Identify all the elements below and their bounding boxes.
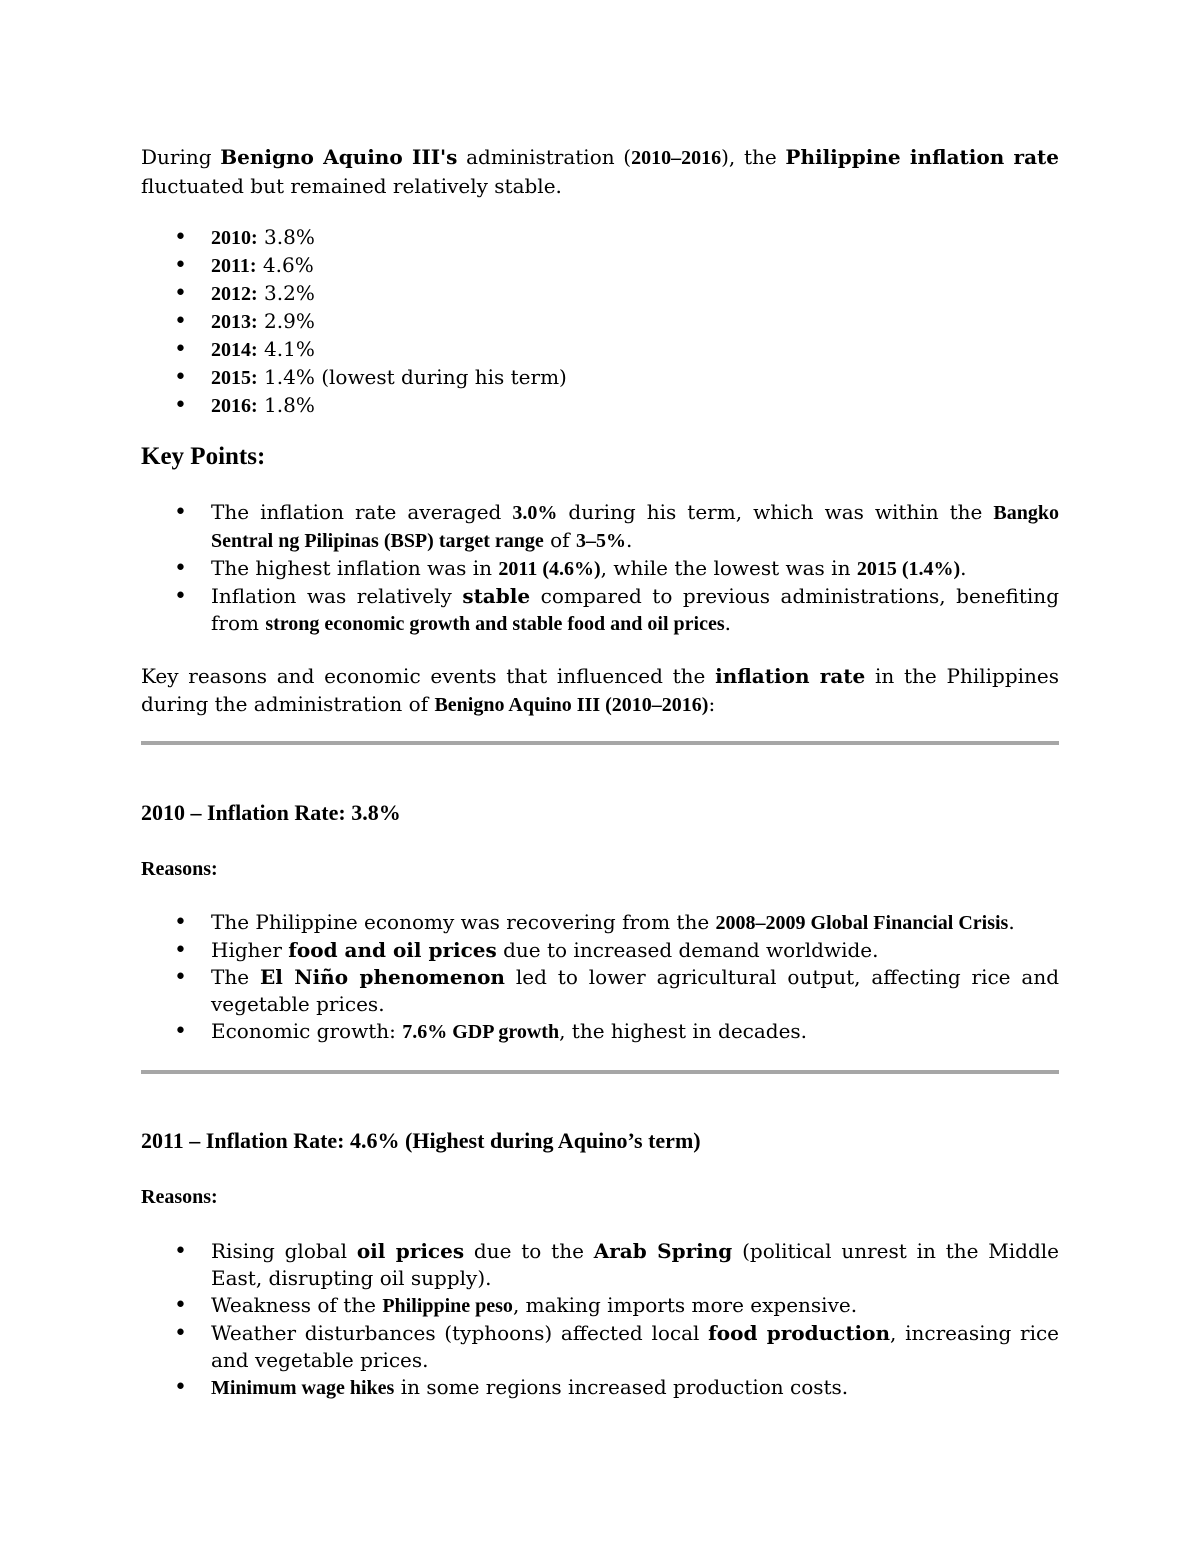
horizontal-rule <box>141 1070 1059 1074</box>
key-points-list <box>141 499 1059 638</box>
list-item: • 2014: 4.1% <box>141 336 1059 364</box>
text: administration ( <box>457 145 632 169</box>
list-item: • 2013: 2.9% <box>141 308 1059 336</box>
reasons-intro-paragraph: Key reasons and economic events that influenced the inflation rate in the Philippines during the administration of Benigno Aquino III (2010–2016): <box>141 664 1059 716</box>
key-points-heading: Key Points: <box>141 443 266 470</box>
list-item: • 2011: 4.6% <box>141 252 1059 280</box>
list-item: • Inflation was relatively stable compared to previous administrations, benefiting from strong economic growth and stable food and oil prices. <box>141 583 1059 638</box>
reasons-list-2010 <box>141 909 1059 1046</box>
horizontal-rule <box>141 741 1059 745</box>
list-item: • The Philippine economy was recovering from the 2008–2009 Global Financial Crisis. <box>141 909 1059 937</box>
text: During <box>141 145 221 169</box>
list-item: • 2012: 3.2% <box>141 280 1059 308</box>
list-item: • Rising global oil prices due to the Arab Spring (political unrest in the Middle East, disrupting oil supply). <box>141 1238 1059 1292</box>
reasons-list-2011 <box>141 1238 1059 1402</box>
list-item: • Weakness of the Philippine peso, making imports more expensive. <box>141 1292 1059 1320</box>
text: fluctuated but remained relatively stable. <box>141 174 562 198</box>
section-heading-2011: 2011 – Inflation Rate: 4.6% (Highest during Aquino’s term) <box>141 1128 701 1153</box>
list-item: • 2015: 1.4% (lowest during his term) <box>141 364 1059 392</box>
list-item: • Economic growth: 7.6% GDP growth, the highest in decades. <box>141 1018 1059 1046</box>
reasons-label: Reasons: <box>141 858 218 880</box>
bold-text: Philippine inflation rate <box>785 145 1060 169</box>
reasons-label: Reasons: <box>141 1186 218 1208</box>
list-item: • 2010: 3.8% <box>141 224 1059 252</box>
list-item: • The El Niño phenomenon led to lower agricultural output, affecting rice and vegetable prices. <box>141 964 1059 1018</box>
list-item: • The highest inflation was in 2011 (4.6%), while the lowest was in 2015 (1.4%). <box>141 555 1059 583</box>
list-item: • Higher food and oil prices due to increased demand worldwide. <box>141 937 1059 964</box>
list-item: • Minimum wage hikes in some regions increased production costs. <box>141 1374 1059 1402</box>
list-item: • Weather disturbances (typhoons) affected local food production, increasing rice and vegetable prices. <box>141 1320 1059 1374</box>
inflation-rate-list <box>141 224 1059 420</box>
section-heading-2010: 2010 – Inflation Rate: 3.8% <box>141 800 401 825</box>
list-item: • 2016: 1.8% <box>141 392 1059 420</box>
list-item: • The inflation rate averaged 3.0% during his term, which was within the Bangko Sentral ng Pilipinas (BSP) target range of 3–5%. <box>141 499 1059 555</box>
text: ), the <box>721 145 786 169</box>
bold-text: 2010–2016 <box>631 147 722 169</box>
intro-paragraph <box>141 143 1059 200</box>
bold-text: Benigno Aquino III's <box>220 145 458 169</box>
